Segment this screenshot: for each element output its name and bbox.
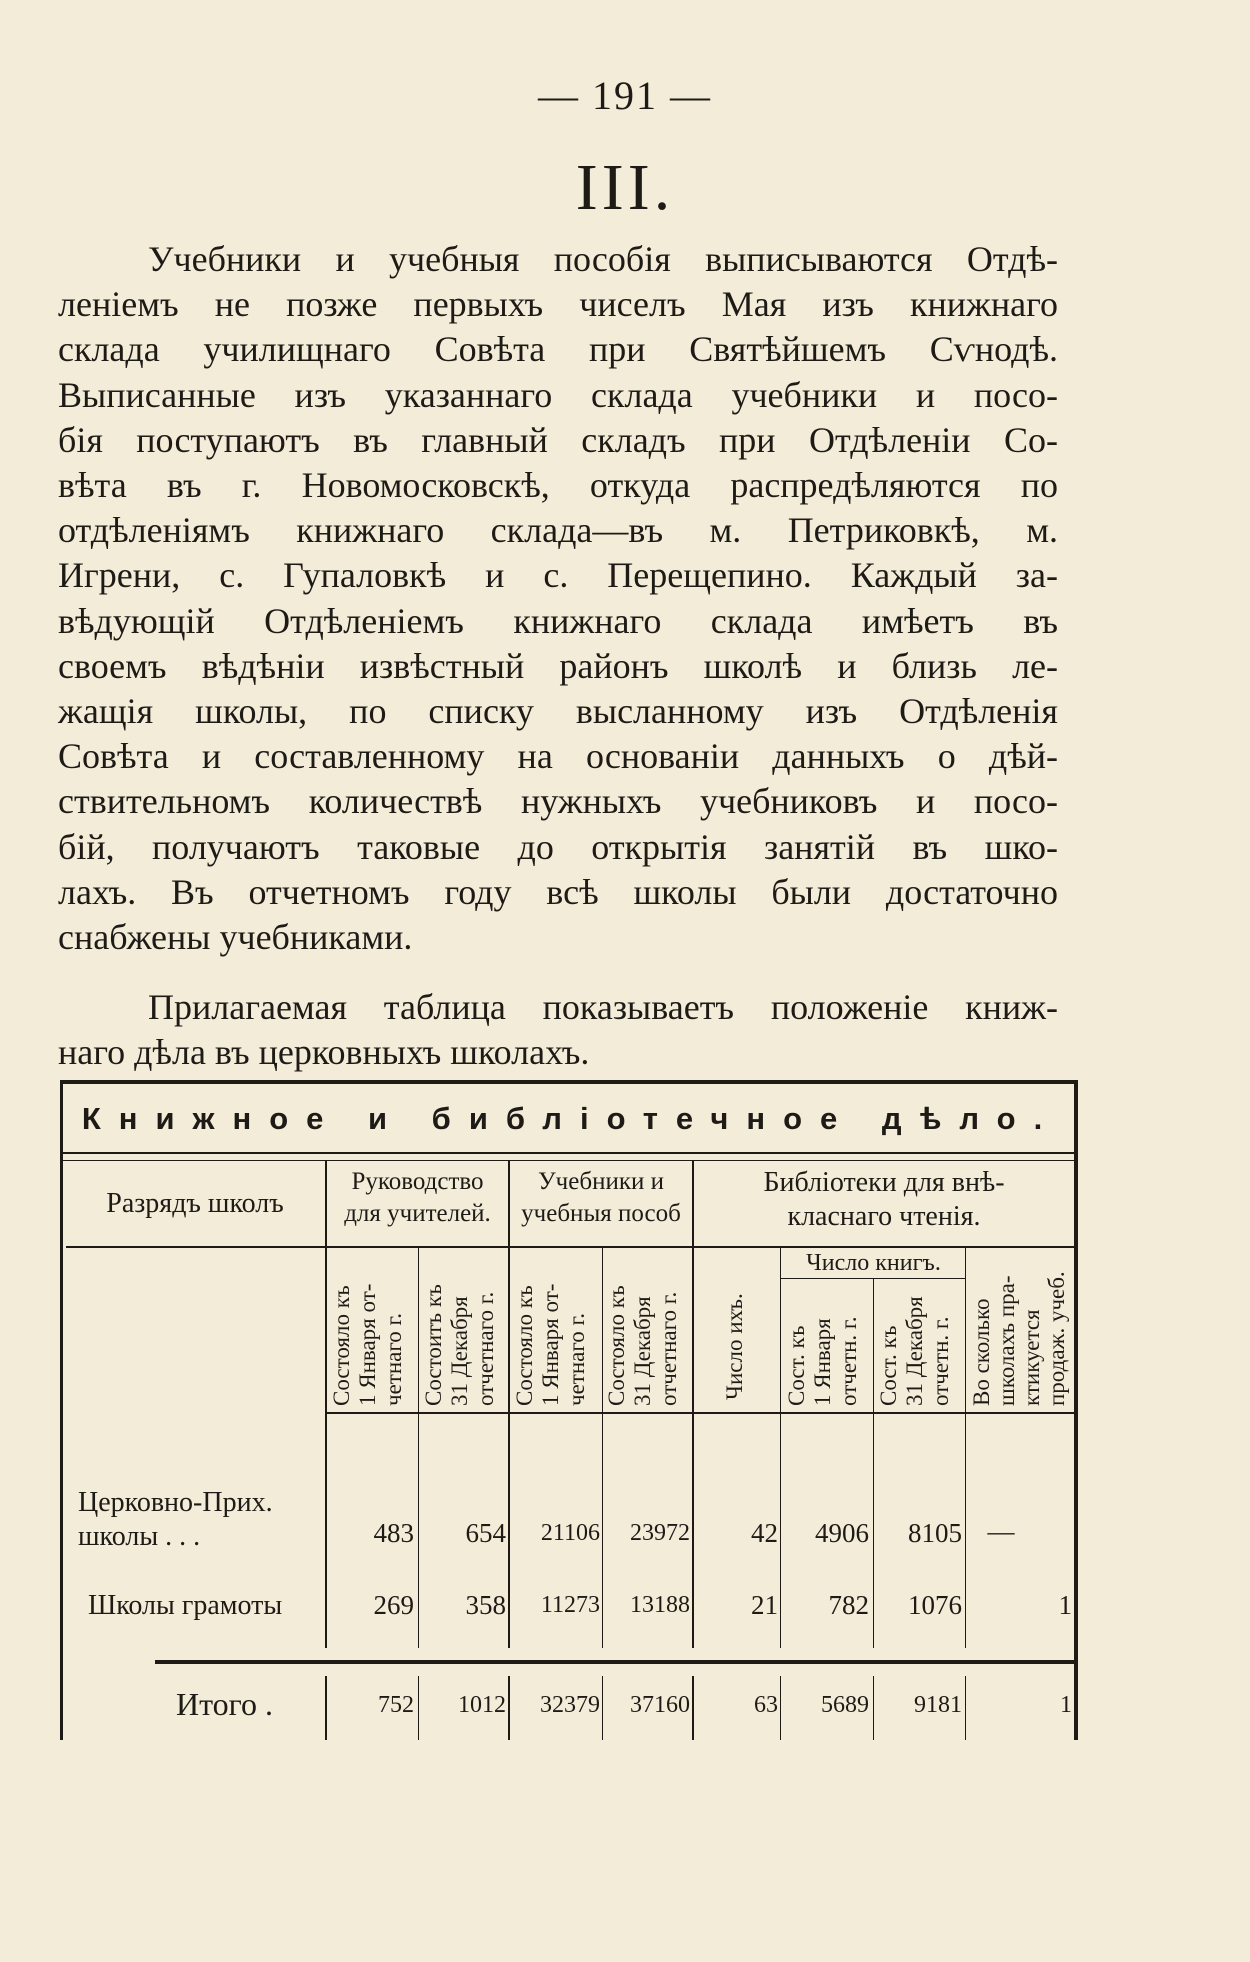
header-line: учебныя пособ [521, 1200, 681, 1227]
text-line: вѣдующій Отдѣленіемъ книжнаго склада имѣетъ въ [58, 600, 1058, 641]
header-school-category: Разрядъ школъ [106, 1188, 284, 1219]
header-line: Руководство [351, 1168, 484, 1195]
table-rule [66, 1246, 1076, 1248]
text-line: Игрени, с. Гупаловкѣ и с. Перещепино. Каждый за- [58, 555, 1058, 596]
header-line: для учителей. [344, 1200, 491, 1227]
subheader-books-jan1: Сост. къ 1 Января отчетн. г. [784, 1316, 861, 1406]
table-rule [325, 1412, 1076, 1414]
text-line: жащія школы, по списку высланному изъ Отдѣленія [58, 691, 1058, 732]
table-rule [155, 1660, 1076, 1664]
text-line: наго дѣла въ церковныхъ школахъ. [58, 1032, 590, 1073]
table-cell: 483 [373, 1518, 414, 1548]
text-line: Совѣта и составленному на основаніи данныхъ о дѣй- [58, 736, 1058, 777]
subheader-guides-dec31: Состоитъ къ 31 Декабря отчетнаго г. [421, 1284, 498, 1406]
text-line: ствительномъ количествѣ нужныхъ учебниковъ и посо- [58, 781, 1058, 822]
table-cell: 782 [828, 1590, 869, 1620]
row-label-line: Церковно-Прих. [78, 1487, 273, 1518]
table-rule [1074, 1080, 1078, 1740]
subheader-guides-jan1: Состояло къ 1 Января от- четнаго г. [329, 1283, 406, 1406]
text-line: бія поступаютъ въ главный складъ при Отдѣленіи Со- [58, 419, 1058, 460]
subheader-library-count: Число ихъ. [722, 1293, 747, 1400]
text-line: отдѣленіямъ книжнаго склада—въ м. Петриковкѣ, м. [58, 510, 1058, 551]
table-rule [60, 1080, 63, 1740]
total-cell: 32379 [540, 1692, 600, 1718]
total-cell: 37160 [630, 1692, 690, 1718]
table-rule [508, 1160, 510, 1648]
table-rule [60, 1152, 1076, 1154]
text-line: снабжены учебниками. [58, 917, 413, 958]
total-cell: 1012 [458, 1692, 506, 1718]
table-cell: 358 [465, 1590, 506, 1620]
total-cell: 5689 [821, 1692, 869, 1718]
row-label-parish-schools [78, 1486, 323, 1554]
text-line: леніемъ не позже первыхъ чиселъ Мая изъ книжнаго [58, 284, 1058, 325]
table-cell: 42 [751, 1518, 778, 1548]
row-label-line: школы . . . [78, 1521, 201, 1552]
table-cell: 21 [751, 1590, 778, 1620]
table-cell: 8105 [908, 1518, 962, 1548]
header-line: класнаго чтенія. [787, 1201, 981, 1232]
section-heading: III. [575, 151, 675, 224]
row-label-total: Итого . [176, 1686, 273, 1722]
total-cell: 752 [378, 1692, 414, 1718]
table-rule [602, 1246, 603, 1648]
table-rule [60, 1080, 1076, 1084]
row-label-line: Школы грамоты [88, 1590, 283, 1621]
total-cell: 1 [1060, 1692, 1072, 1718]
subheader-textbooks-dec31: Состояло къ 31 Декабря отчетнаго г. [604, 1285, 681, 1406]
table-rule [325, 1160, 327, 1648]
table-rule [780, 1246, 781, 1648]
text-line: своемъ вѣдѣніи извѣстный районъ школѣ и близь ле- [58, 645, 1058, 686]
text-line: лахъ. Въ отчетномъ году всѣ школы были достаточно [58, 871, 1058, 912]
header-line: Учебники и [537, 1168, 664, 1195]
subheader-schools-selling: Во сколько школахъ пра- ктикуется продаж. учеб. [969, 1271, 1069, 1406]
paragraph-table-intro [58, 985, 1058, 1075]
table-cell: 654 [465, 1518, 506, 1548]
table-cell: 13188 [630, 1592, 690, 1618]
table-cell: 23972 [630, 1520, 690, 1546]
header-textbooks [510, 1166, 692, 1230]
table-title: Книжное и библіотечное дѣло. [81, 1101, 1061, 1136]
table-rule [418, 1246, 419, 1648]
header-line: Библіотеки для внѣ- [763, 1167, 1005, 1198]
table-rule [60, 1160, 1076, 1161]
table-cell: 21106 [540, 1520, 600, 1546]
table-cell: — [987, 1516, 1015, 1546]
subheader-books-dec31: Сост. къ 31 Декабря отчетн. г. [876, 1296, 953, 1406]
page-number: — 191 — [538, 73, 712, 118]
table-cell: 11273 [540, 1592, 600, 1618]
text-line: бій, получаютъ таковые до открытія занятій въ шко- [58, 826, 1058, 867]
text-line: вѣта въ г. Новомосковскѣ, откуда распредѣляются по [58, 465, 1058, 506]
table-rule [965, 1246, 966, 1648]
text-line: Выписанные изъ указаннаго склада учебники и посо- [58, 374, 1058, 415]
table-cell: 4906 [815, 1518, 869, 1548]
header-libraries [694, 1166, 1074, 1234]
table-cell: 1 [1058, 1590, 1072, 1620]
table-rule [780, 1278, 965, 1279]
total-cell: 63 [754, 1692, 778, 1718]
text-line: Прилагаемая таблица показываетъ положеніе книж- [148, 987, 1058, 1027]
paragraph-textbooks [58, 237, 1058, 960]
total-cell: 9181 [914, 1692, 962, 1718]
row-label-literacy-schools [88, 1590, 323, 1622]
header-book-count: Число книгъ. [806, 1250, 941, 1276]
text-line: Учебники и учебныя пособія выписываются Отдѣ- [148, 239, 1058, 279]
header-teacher-guides [327, 1166, 508, 1230]
table-cell: 1076 [908, 1590, 962, 1620]
subheader-textbooks-jan1: Состояло къ 1 Января от- четнаго г. [512, 1283, 589, 1406]
text-line: склада училищнаго Совѣта при Святѣйшемъ Сѵнодѣ. [58, 329, 1058, 370]
table-cell: 269 [373, 1590, 414, 1620]
